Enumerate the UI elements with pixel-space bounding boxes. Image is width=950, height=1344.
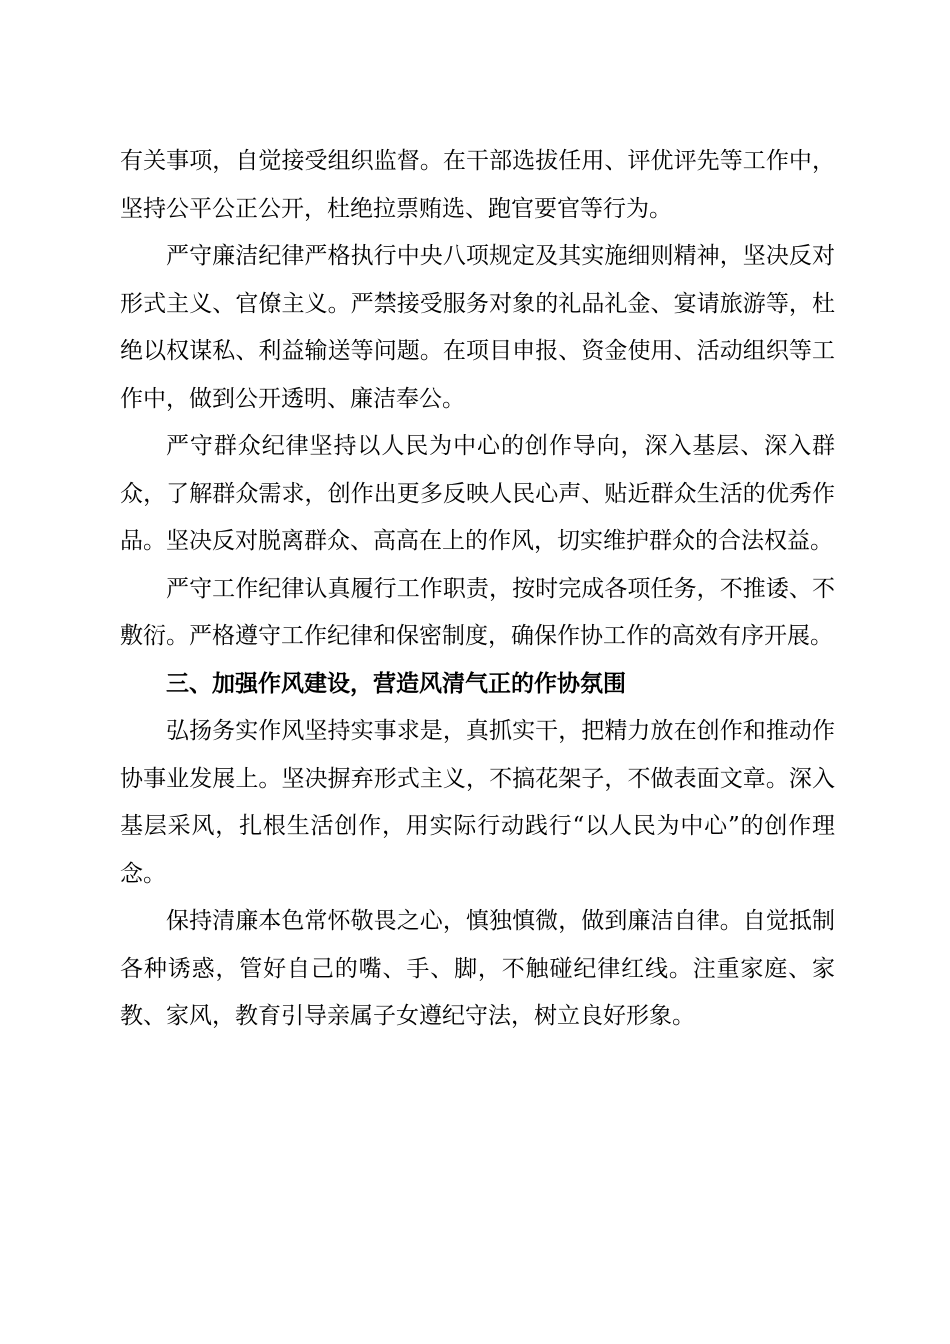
paragraph-practical-style: 弘扬务实作风坚持实事求是，真抓实干，把精力放在创作和推动作协事业发展上。坚决摒弃形式主义，不搞花架子，不做表面文章。深入基层采风，扎根生活创作，用实际行动践行“以人民为中心”的创作理念。 [120,718,835,887]
continued-paragraph: 有关事项，自觉接受组织监督。在干部选拔任用、评优评先等工作中，坚持公平公正公开，杜绝拉票贿选、跑官要官等行为。 [120,148,835,222]
paragraph-clean-character: 保持清廉本色常怀敬畏之心，慎独慎微，做到廉洁自律。自觉抵制各种诱惑，管好自己的嘴、手、脚，不触碰纪律红线。注重家庭、家教、家风，教育引导亲属子女遵纪守法，树立良好形象。 [120,908,835,1029]
section-heading: 三、加强作风建设，营造风清气正的作协氛围 [166,670,626,697]
document-body [120,138,835,1041]
paragraph-work-discipline: 严守工作纪律认真履行工作职责，按时完成各项任务，不推诿、不敷衍。严格遵守工作纪律和保密制度，确保作协工作的高效有序开展。 [120,575,835,649]
paragraph-mass-discipline: 严守群众纪律坚持以人民为中心的创作导向，深入基层、深入群众，了解群众需求，创作出更多反映人民心声、贴近群众生活的优秀作品。坚决反对脱离群众、高高在上的作风，切实维护群众的合法权益。 [120,433,835,554]
paragraph-integrity-discipline: 严守廉洁纪律严格执行中央八项规定及其实施细则精神，坚决反对形式主义、官僚主义。严禁接受服务对象的礼品礼金、宴请旅游等，杜绝以权谋私、利益输送等问题。在项目申报、资金使用、活动组织等工作中，做到公开透明、廉洁奉公。 [120,243,835,412]
